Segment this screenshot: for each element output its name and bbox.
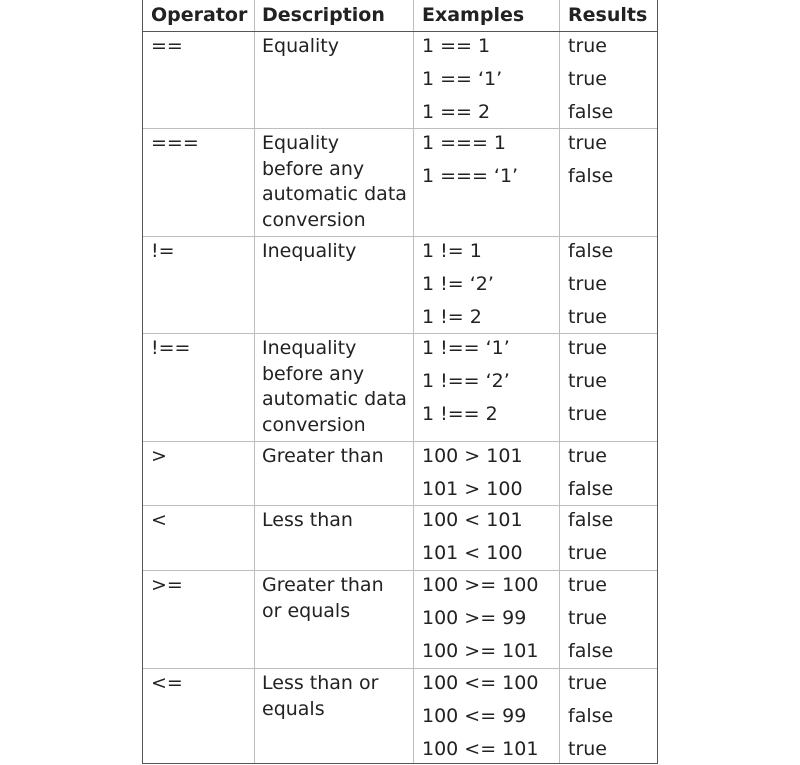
- example-line: 1 == 2: [422, 101, 491, 123]
- example-line: 1 === ‘1’: [422, 165, 519, 187]
- operators-table: [142, 0, 658, 764]
- row-divider: [143, 570, 657, 571]
- example-line: 1 != 1: [422, 240, 482, 262]
- description-line: automatic data: [262, 388, 407, 410]
- header-description: Description: [262, 4, 385, 26]
- example-line: 100 > 101: [422, 445, 523, 467]
- description-line: conversion: [262, 413, 366, 436]
- example-line: 101 < 100: [422, 542, 523, 564]
- example-line: 100 <= 99: [422, 705, 527, 727]
- operator-cell: !==: [151, 337, 191, 359]
- description-line: Equality: [262, 132, 340, 154]
- header-examples: Examples: [422, 4, 525, 26]
- description-line: before any: [262, 157, 365, 180]
- result-line: false: [568, 165, 614, 187]
- column-divider: [254, 0, 255, 763]
- example-line: 100 < 101: [422, 509, 523, 531]
- result-line: true: [568, 132, 607, 154]
- example-line: 100 >= 101: [422, 640, 539, 662]
- example-line: 1 == ‘1’: [422, 68, 503, 90]
- description-line: equals: [262, 697, 325, 720]
- row-divider: [143, 31, 657, 32]
- result-line: true: [568, 738, 607, 760]
- operator-cell: <=: [151, 672, 183, 694]
- description-line: Greater than: [262, 445, 384, 467]
- example-line: 101 > 100: [422, 478, 523, 500]
- operator-cell: ==: [151, 35, 183, 57]
- row-divider: [143, 441, 657, 442]
- row-divider: [143, 236, 657, 237]
- result-line: false: [568, 640, 614, 662]
- column-divider: [559, 0, 560, 763]
- operator-cell: <: [151, 509, 167, 531]
- description-line: Greater than: [262, 574, 384, 596]
- result-line: false: [568, 705, 614, 727]
- operator-cell: >=: [151, 574, 183, 596]
- row-divider: [143, 128, 657, 129]
- example-line: 1 !== ‘2’: [422, 370, 510, 392]
- description-line: Less than: [262, 509, 353, 531]
- column-divider: [413, 0, 414, 763]
- description-line: or equals: [262, 599, 351, 622]
- example-line: 100 <= 101: [422, 738, 539, 760]
- result-line: true: [568, 35, 607, 57]
- result-line: true: [568, 337, 607, 359]
- description-line: before any: [262, 362, 365, 385]
- result-line: true: [568, 672, 607, 694]
- description-line: Less than or: [262, 672, 379, 694]
- result-line: true: [568, 445, 607, 467]
- example-line: 1 !== ‘1’: [422, 337, 510, 359]
- description-line: automatic data: [262, 183, 407, 205]
- result-line: true: [568, 403, 607, 425]
- example-line: 1 == 1: [422, 35, 491, 57]
- header-operator: Operator: [151, 4, 248, 26]
- example-line: 100 >= 100: [422, 574, 539, 596]
- result-line: true: [568, 68, 607, 90]
- result-line: true: [568, 273, 607, 295]
- row-divider: [143, 333, 657, 334]
- row-divider: [143, 668, 657, 669]
- result-line: true: [568, 607, 607, 629]
- operator-cell: >: [151, 445, 167, 467]
- example-line: 100 <= 100: [422, 672, 539, 694]
- result-line: true: [568, 306, 607, 328]
- row-divider: [143, 505, 657, 506]
- description-line: Equality: [262, 35, 340, 57]
- description-line: conversion: [262, 208, 366, 231]
- result-line: false: [568, 240, 614, 262]
- result-line: true: [568, 370, 607, 392]
- result-line: false: [568, 478, 614, 500]
- header-results: Results: [568, 4, 648, 26]
- description-line: Inequality: [262, 337, 357, 359]
- example-line: 1 != 2: [422, 306, 482, 328]
- example-line: 1 === 1: [422, 132, 507, 154]
- result-line: false: [568, 509, 614, 531]
- example-line: 1 !== 2: [422, 403, 498, 425]
- example-line: 1 != ‘2’: [422, 273, 494, 295]
- result-line: true: [568, 542, 607, 564]
- example-line: 100 >= 99: [422, 607, 527, 629]
- operator-cell: ===: [151, 132, 199, 154]
- operator-cell: !=: [151, 240, 175, 262]
- result-line: false: [568, 101, 614, 123]
- description-line: Inequality: [262, 240, 357, 262]
- result-line: true: [568, 574, 607, 596]
